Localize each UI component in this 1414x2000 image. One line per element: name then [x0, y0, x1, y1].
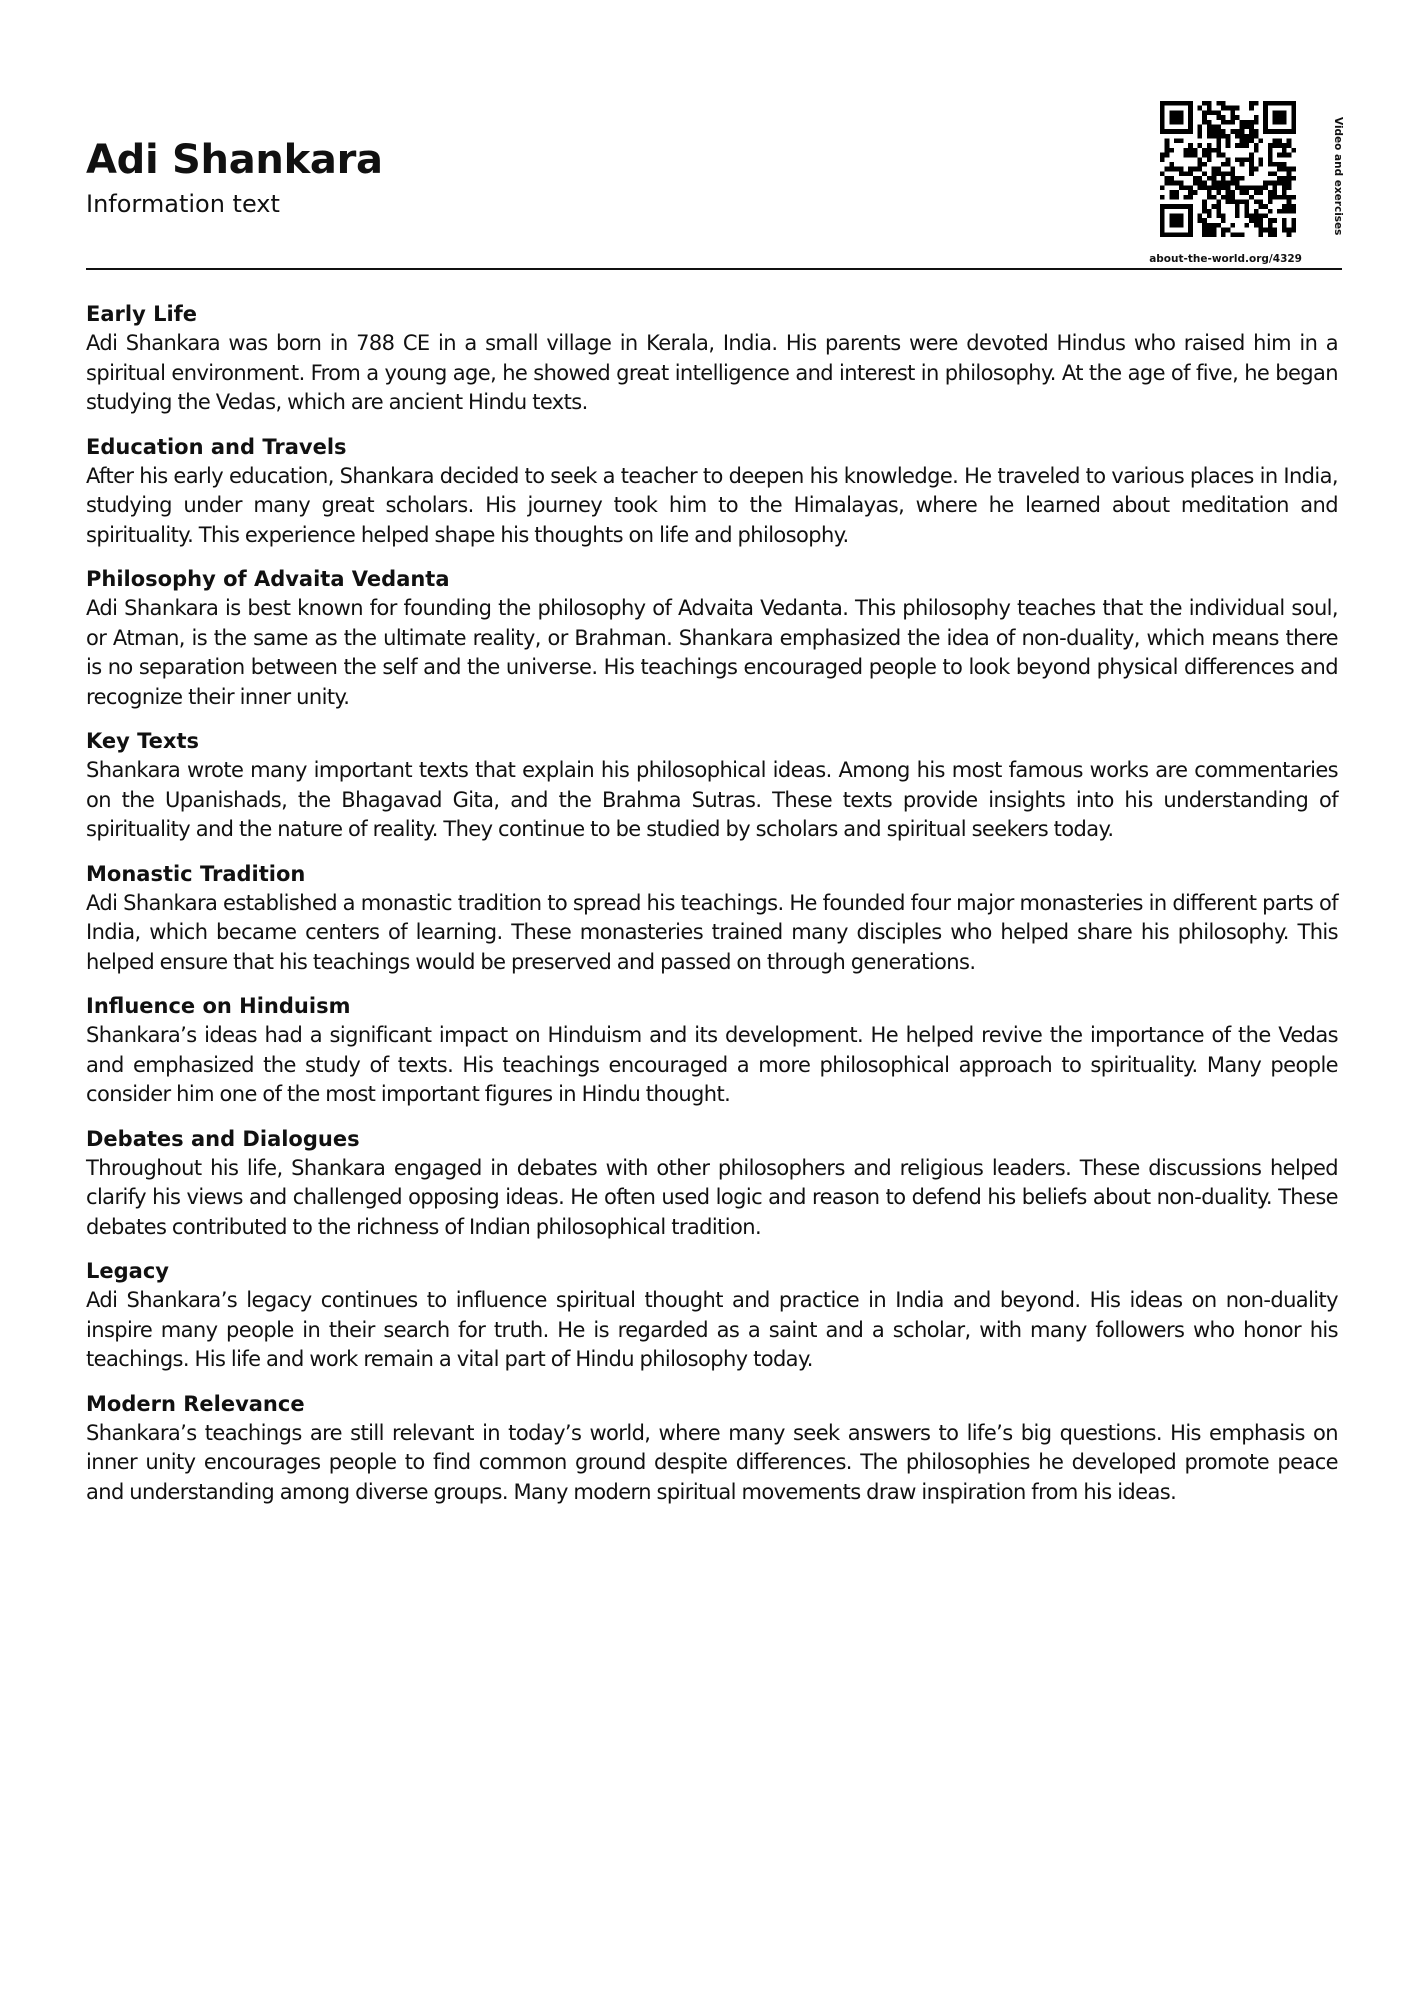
- section-text: Shankara’s ideas had a significant impact on Hinduism and its development. He helped revive the importance of the Vedas and emphasized the study of texts. His teachings encouraged a more philosophical approach to spirituality. Many people consider him one of the most important figures in Hindu thought.: [86, 1023, 1338, 1106]
- section-legacy: [86, 1257, 1338, 1375]
- section-heading: Monastic Tradition: [86, 861, 306, 886]
- section-heading: Legacy: [86, 1259, 169, 1283]
- section-monastic-tradition: [86, 860, 1338, 978]
- section-heading: Early Life: [86, 302, 198, 326]
- section-heading: Key Texts: [86, 729, 200, 753]
- section-text: Shankara’s teachings are still relevant in today’s world, where many seek answers to life’s big questions. His emphasis on inner unity encourages people to find common ground despite differences. The philosophies he developed promote peace and understanding among diverse groups. Many modern spiritual movements draw inspiration from his ideas.: [86, 1420, 1338, 1504]
- section-text: Adi Shankara is best known for founding the philosophy of Advaita Vedanta. This philosophy teaches that the individual soul, or Atman, is the same as the ultimate reality, or Brahman. Shankara emphasized the idea of non-duality, which means there is no separation between the self and the universe. His teachings encouraged people to look beyond physical differences and recognize their inner unity.: [86, 596, 1338, 709]
- section-heading: Debates and Dialogues: [86, 1126, 360, 1151]
- section-key-texts: [86, 727, 1338, 845]
- page-title: Adi Shankara: [86, 137, 383, 183]
- section-advaita-vedanta: [86, 565, 1338, 712]
- section-text: Throughout his life, Shankara engaged in debates with other philosophers and religious leaders. These discussions helped clarify his views and challenged opposing ideas. He often used logic and reason to defend his beliefs about non-duality. These debates contributed to the richness of Indian philosophical tradition.: [86, 1155, 1338, 1239]
- section-early-life: [86, 300, 1338, 418]
- section-modern-relevance: [86, 1390, 1338, 1508]
- page-subtitle: Information text: [86, 190, 280, 218]
- video-exercises-label: Video and exercises: [1332, 117, 1344, 236]
- qr-code-icon[interactable]: [1160, 101, 1296, 237]
- section-text: Adi Shankara was born in 788 CE in a small village in Kerala, India. His parents were devoted Hindus who raised him in a spiritual environment. From a young age, he showed great intelligence and interest in philosophy. At the age of five, he began studying the Vedas, which are ancient Hindu texts.: [86, 331, 1338, 414]
- header-divider: [86, 268, 1342, 270]
- article-body: [86, 300, 1338, 1522]
- section-heading: Philosophy of Advaita Vedanta: [86, 567, 450, 591]
- section-debates-dialogues: [86, 1125, 1338, 1243]
- section-text: Adi Shankara’s legacy continues to influence spiritual thought and practice in India and beyond. His ideas on non-duality inspire many people in their search for truth. He is regarded as a saint and a scholar, with many followers who honor his teachings. His life and work remain a vital part of Hindu philosophy today.: [86, 1288, 1338, 1371]
- section-education-travels: [86, 433, 1338, 551]
- section-text: After his early education, Shankara decided to seek a teacher to deepen his knowledge. He traveled to various places in India, studying under many great scholars. His journey took him to the Himalayas, where he learned about meditation and spirituality. This experience helped shape his thoughts on life and philosophy.: [86, 463, 1338, 547]
- section-heading: Influence on Hinduism: [86, 994, 351, 1018]
- qr-url-link[interactable]: about-the-world.org/4329: [1149, 253, 1302, 265]
- section-text: Adi Shankara established a monastic tradition to spread his teachings. He founded four major monasteries in different parts of India, which became centers of learning. These monasteries trained many disciples who helped share his philosophy. This helped ensure that his teachings would be preserved and passed on through generations.: [86, 890, 1338, 974]
- section-heading: Modern Relevance: [86, 1391, 305, 1416]
- section-text: Shankara wrote many important texts that explain his philosophical ideas. Among his most famous works are commentaries on the Upanishads, the Bhagavad Gita, and the Brahma Sutras. These texts provide insights into his understanding of spirituality and the nature of reality. They continue to be studied by scholars and spiritual seekers today.: [86, 758, 1338, 841]
- section-influence-hinduism: [86, 992, 1338, 1110]
- section-heading: Education and Travels: [86, 434, 347, 459]
